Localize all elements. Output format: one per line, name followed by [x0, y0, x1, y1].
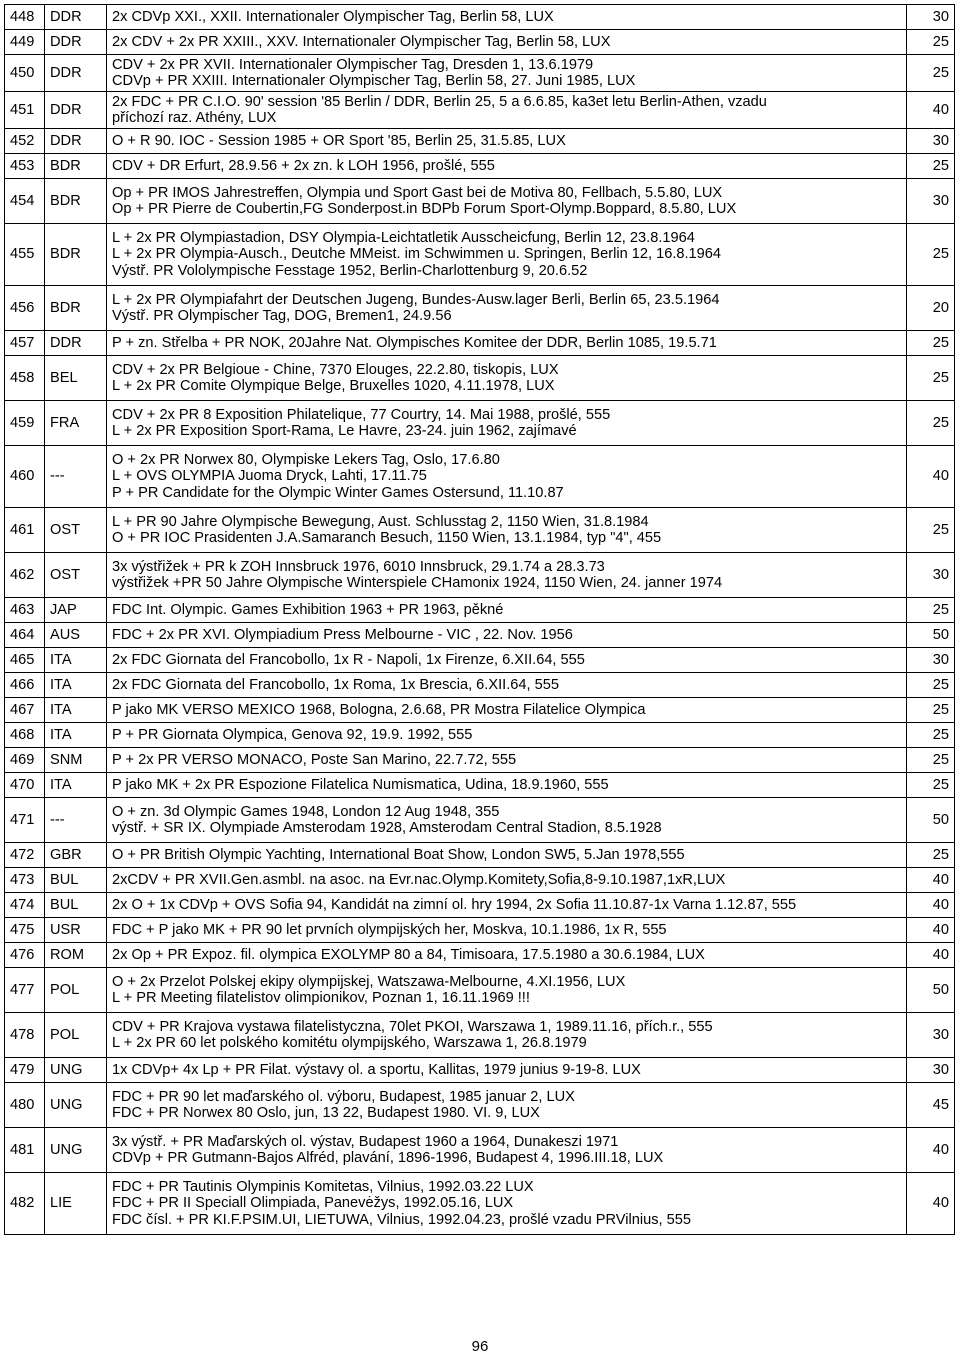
lot-price: 30: [907, 179, 955, 224]
lot-description: [107, 331, 907, 356]
description-line: O + PR British Olympic Yachting, International Boat Show, London SW5, 5.Jan 1978,555: [112, 846, 685, 863]
lot-row: [5, 55, 955, 92]
lot-row: [5, 286, 955, 331]
country-code: BDR: [45, 286, 107, 331]
country-code: DDR: [45, 129, 107, 154]
country-code: ITA: [45, 773, 107, 798]
lot-row: [5, 698, 955, 723]
catalog-rows: [5, 5, 955, 1235]
country-code: ITA: [45, 648, 107, 673]
lot-number: 465: [5, 648, 45, 673]
lot-price: 25: [907, 748, 955, 773]
lot-price: 40: [907, 943, 955, 968]
description-line: příchozí raz. Athény, LUX: [112, 110, 277, 126]
country-code: ITA: [45, 698, 107, 723]
lot-price: 40: [907, 868, 955, 893]
lot-description: [107, 154, 907, 179]
description-line: L + 2x PR Olympiastadion, DSY Olympia-Leichtatletik Ausscheicfung, Berlin 12, 23.8.1964: [112, 229, 695, 246]
country-code: JAP: [45, 598, 107, 623]
lot-description: [107, 179, 907, 224]
description-line: L + 2x PR Olympiafahrt der Deutschen Jugeng, Bundes-Ausw.lager Berli, Berlin 65, 23.5.1964: [112, 291, 720, 308]
lot-row: [5, 943, 955, 968]
lot-description: [107, 843, 907, 868]
lot-description: [107, 748, 907, 773]
lot-number: 458: [5, 356, 45, 401]
country-code: ROM: [45, 943, 107, 968]
lot-description: [107, 893, 907, 918]
description-line: FDC Int. Olympic. Games Exhibition 1963 + PR 1963, pěkné: [112, 601, 504, 618]
lot-price: 40: [907, 92, 955, 129]
lot-price: 25: [907, 356, 955, 401]
country-code: USR: [45, 918, 107, 943]
description-line: CDV + 2x PR XVII. Internationaler Olympischer Tag, Dresden 1, 13.6.1979: [112, 56, 594, 73]
lot-row: [5, 331, 955, 356]
description-line: 2x Op + PR Expoz. fil. olympica EXOLYMP 80 a 84, Timisoara, 17.5.1980 a 30.6.1984, LUX: [112, 946, 705, 963]
lot-number: 470: [5, 773, 45, 798]
description-line: FDC + PR II Speciall Olimpiada, Panevėžys, 1992.05.16, LUX: [112, 1195, 514, 1212]
lot-row: [5, 868, 955, 893]
lot-price: 40: [907, 1128, 955, 1173]
country-code: UNG: [45, 1083, 107, 1128]
description-line: P jako MK VERSO MEXICO 1968, Bologna, 2.6.68, PR Mostra Filatelice Olympica: [112, 701, 646, 718]
description-line: FDC + PR Tautinis Olympinis Komitetas, Vilnius, 1992.03.22 LUX: [112, 1178, 534, 1195]
lot-number: 454: [5, 179, 45, 224]
country-code: ---: [45, 798, 107, 843]
country-code: FRA: [45, 401, 107, 446]
description-line: P + 2x PR VERSO MONACO, Poste San Marino, 22.7.72, 555: [112, 751, 517, 768]
lot-row: [5, 224, 955, 286]
catalog-table: [4, 4, 955, 1235]
lot-row: [5, 968, 955, 1013]
description-line: FDC + PR 90 let maďarského ol. výboru, Budapest, 1985 januar 2, LUX: [112, 1088, 575, 1105]
lot-price: 30: [907, 553, 955, 598]
lot-description: [107, 286, 907, 331]
lot-row: [5, 154, 955, 179]
lot-number: 450: [5, 55, 45, 92]
country-code: ---: [45, 446, 107, 508]
lot-price: 50: [907, 968, 955, 1013]
country-code: DDR: [45, 92, 107, 129]
description-line: O + 2x Przelot Polskej ekipy olympijskej, Watszawa-Melbourne, 4.XI.1956, LUX: [112, 973, 626, 990]
description-line: Op + PR IMOS Jahrestreffen, Olympia und Sport Gast bei de Motiva 80, Fellbach, 5.5.80, LUX: [112, 184, 723, 201]
lot-description: [107, 508, 907, 553]
lot-description: [107, 30, 907, 55]
description-line: L + 2x PR Exposition Sport-Rama, Le Havre, 23-24. juin 1962, zajímavé: [112, 423, 577, 439]
description-line: CDV + 2x PR 8 Exposition Philatelique, 77 Courtry, 14. Mai 1988, prošlé, 555: [112, 406, 611, 423]
lot-number: 480: [5, 1083, 45, 1128]
lot-price: 25: [907, 30, 955, 55]
page-number: 96: [471, 1338, 489, 1355]
lot-number: 462: [5, 553, 45, 598]
country-code: OST: [45, 508, 107, 553]
lot-number: 464: [5, 623, 45, 648]
lot-price: 40: [907, 893, 955, 918]
description-line: 2x CDV + 2x PR XXIII., XXV. Internationaler Olympischer Tag, Berlin 58, LUX: [112, 33, 611, 50]
country-code: DDR: [45, 5, 107, 30]
lot-description: [107, 798, 907, 843]
lot-price: 25: [907, 698, 955, 723]
lot-number: 449: [5, 30, 45, 55]
lot-description: [107, 968, 907, 1013]
country-code: BEL: [45, 356, 107, 401]
lot-description: [107, 5, 907, 30]
lot-row: [5, 1173, 955, 1235]
description-line: 3x výstřižek + PR k ZOH Innsbruck 1976, 6010 Innsbruck, 29.1.74 a 28.3.73: [112, 558, 605, 575]
lot-number: 453: [5, 154, 45, 179]
description-line: výstř. + SR IX. Olympiade Amsterodam 1928, Amsterodam Central Stadion, 8.5.1928: [112, 820, 662, 836]
lot-price: 25: [907, 673, 955, 698]
lot-price: 25: [907, 598, 955, 623]
description-line: L + PR 90 Jahre Olympische Bewegung, Aust. Schlusstag 2, 1150 Wien, 31.8.1984: [112, 513, 649, 530]
lot-row: [5, 1058, 955, 1083]
description-line: FDC + 2x PR XVI. Olympiadium Press Melbourne - VIC , 22. Nov. 1956: [112, 626, 573, 643]
lot-row: [5, 5, 955, 30]
lot-price: 25: [907, 401, 955, 446]
lot-number: 448: [5, 5, 45, 30]
lot-description: [107, 1173, 907, 1235]
description-line: výstřižek +PR 50 Jahre Olympische Winterspiele CHamonix 1924, 1150 Wien, 24. janner 1974: [112, 575, 723, 591]
lot-number: 451: [5, 92, 45, 129]
lot-number: 452: [5, 129, 45, 154]
country-code: ITA: [45, 673, 107, 698]
lot-number: 466: [5, 673, 45, 698]
lot-price: 30: [907, 1013, 955, 1058]
lot-price: 25: [907, 331, 955, 356]
lot-row: [5, 553, 955, 598]
lot-price: 25: [907, 224, 955, 286]
description-line: Op + PR Pierre de Coubertin,FG Sonderpost.in BDPb Forum Sport-Olymp.Boppard, 8.5.80, LUX: [112, 201, 737, 217]
description-line: CDV + DR Erfurt, 28.9.56 + 2x zn. k LOH 1956, prošlé, 555: [112, 157, 495, 174]
lot-description: [107, 55, 907, 92]
lot-price: 25: [907, 154, 955, 179]
lot-description: [107, 723, 907, 748]
lot-number: 472: [5, 843, 45, 868]
lot-number: 476: [5, 943, 45, 968]
lot-price: 50: [907, 623, 955, 648]
lot-description: [107, 943, 907, 968]
country-code: BDR: [45, 224, 107, 286]
lot-description: [107, 598, 907, 623]
lot-number: 477: [5, 968, 45, 1013]
country-code: DDR: [45, 331, 107, 356]
country-code: SNM: [45, 748, 107, 773]
lot-description: [107, 773, 907, 798]
description-line: O + 2x PR Norwex 80, Olympiske Lekers Tag, Oslo, 17.6.80: [112, 451, 500, 468]
country-code: AUS: [45, 623, 107, 648]
description-line: P + PR Giornata Olympica, Genova 92, 19.9. 1992, 555: [112, 726, 473, 743]
lot-description: [107, 623, 907, 648]
description-line: Výstř. PR Vololympische Fesstage 1952, Berlin-Charlottenburg 9, 20.6.52: [112, 262, 588, 279]
description-line: 2x CDVp XXI., XXII. Internationaler Olympischer Tag, Berlin 58, LUX: [112, 8, 554, 25]
description-line: L + PR Meeting filatelistov olimpionikov, Poznan 1, 16.11.1969 !!!: [112, 990, 530, 1006]
lot-row: [5, 598, 955, 623]
lot-row: [5, 748, 955, 773]
description-line: CDVp + PR XXIII. Internationaler Olympischer Tag, Berlin 58, 27. Juni 1985, LUX: [112, 73, 636, 89]
lot-price: 30: [907, 1058, 955, 1083]
lot-description: [107, 868, 907, 893]
description-line: L + OVS OLYMPIA Juoma Dryck, Lahti, 17.11.75: [112, 468, 427, 485]
description-line: CDV + PR Krajova vystawa filatelistyczna, 70let PKOI, Warszawa 1, 1989.11.16, přích.r., 555: [112, 1018, 713, 1035]
description-line: O + PR IOC Prasidenten J.A.Samaranch Besuch, 1150 Wien, 13.1.1984, typ "4", 455: [112, 530, 662, 546]
lot-price: 20: [907, 286, 955, 331]
lot-price: 40: [907, 918, 955, 943]
lot-number: 457: [5, 331, 45, 356]
description-line: P + zn. Střelba + PR NOK, 20Jahre Nat. Olympisches Komitee der DDR, Berlin 1085, 19.5.71: [112, 334, 717, 351]
lot-row: [5, 508, 955, 553]
lot-description: [107, 553, 907, 598]
lot-number: 469: [5, 748, 45, 773]
lot-price: 25: [907, 508, 955, 553]
lot-number: 478: [5, 1013, 45, 1058]
description-line: L + 2x PR 60 let polského komitétu olympijského, Warszawa 1, 26.8.1979: [112, 1035, 587, 1051]
lot-price: 25: [907, 723, 955, 748]
lot-number: 474: [5, 893, 45, 918]
lot-row: [5, 893, 955, 918]
description-line: P + PR Candidate for the Olympic Winter Games Ostersund, 11.10.87: [112, 484, 564, 501]
lot-price: 30: [907, 129, 955, 154]
lot-row: [5, 1128, 955, 1173]
country-code: BDR: [45, 154, 107, 179]
description-line: CDV + 2x PR Belgioue - Chine, 7370 Elouges, 22.2.80, tiskopis, LUX: [112, 361, 559, 378]
description-line: FDC čísl. + PR KI.F.PSIM.UI, LIETUWA, Vilnius, 1992.04.23, prošlé vzadu PRVilnius, 555: [112, 1211, 691, 1228]
description-line: 2x FDC Giornata del Francobollo, 1x Roma, 1x Brescia, 6.XII.64, 555: [112, 676, 559, 693]
lot-row: [5, 918, 955, 943]
country-code: GBR: [45, 843, 107, 868]
country-code: POL: [45, 1013, 107, 1058]
lot-row: [5, 648, 955, 673]
lot-description: [107, 129, 907, 154]
lot-number: 455: [5, 224, 45, 286]
lot-price: 40: [907, 1173, 955, 1235]
description-line: O + zn. 3d Olympic Games 1948, London 12 Aug 1948, 355: [112, 803, 500, 820]
lot-description: [107, 673, 907, 698]
description-line: 2x FDC Giornata del Francobollo, 1x R - Napoli, 1x Firenze, 6.XII.64, 555: [112, 651, 585, 668]
lot-description: [107, 1128, 907, 1173]
lot-row: [5, 673, 955, 698]
lot-row: [5, 356, 955, 401]
country-code: DDR: [45, 30, 107, 55]
lot-description: [107, 1013, 907, 1058]
country-code: UNG: [45, 1128, 107, 1173]
lot-row: [5, 773, 955, 798]
lot-row: [5, 30, 955, 55]
lot-number: 467: [5, 698, 45, 723]
country-code: LIE: [45, 1173, 107, 1235]
lot-number: 456: [5, 286, 45, 331]
lot-row: [5, 446, 955, 508]
lot-price: 25: [907, 773, 955, 798]
lot-number: 479: [5, 1058, 45, 1083]
lot-row: [5, 1013, 955, 1058]
description-line: FDC + PR Norwex 80 Oslo, jun, 13 22, Budapest 1980. VI. 9, LUX: [112, 1105, 540, 1121]
country-code: OST: [45, 553, 107, 598]
description-line: Výstř. PR Olympischer Tag, DOG, Bremen1, 24.9.56: [112, 308, 452, 324]
lot-row: [5, 401, 955, 446]
description-line: L + 2x PR Olympia-Ausch., Deutche MMeist. im Schwimmen u. Springen, Berlin 12, 16.8.1964: [112, 246, 722, 263]
lot-description: [107, 918, 907, 943]
lot-row: [5, 179, 955, 224]
lot-price: 30: [907, 5, 955, 30]
lot-description: [107, 648, 907, 673]
lot-description: [107, 224, 907, 286]
description-line: 3x výstř. + PR Maďarských ol. výstav, Budapest 1960 a 1964, Dunakeszi 1971: [112, 1133, 619, 1150]
lot-number: 482: [5, 1173, 45, 1235]
country-code: BDR: [45, 179, 107, 224]
lot-number: 460: [5, 446, 45, 508]
lot-price: 40: [907, 446, 955, 508]
lot-number: 471: [5, 798, 45, 843]
lot-price: 45: [907, 1083, 955, 1128]
country-code: DDR: [45, 55, 107, 92]
lot-description: [107, 446, 907, 508]
lot-row: [5, 1083, 955, 1128]
country-code: UNG: [45, 1058, 107, 1083]
lot-description: [107, 401, 907, 446]
lot-row: [5, 92, 955, 129]
country-code: ITA: [45, 723, 107, 748]
lot-row: [5, 843, 955, 868]
lot-row: [5, 623, 955, 648]
lot-price: 50: [907, 798, 955, 843]
country-code: POL: [45, 968, 107, 1013]
description-line: O + R 90. IOC - Session 1985 + OR Sport '85, Berlin 25, 31.5.85, LUX: [112, 132, 566, 149]
lot-description: [107, 1083, 907, 1128]
description-line: L + 2x PR Comite Olympique Belge, Bruxelles 1020, 4.11.1978, LUX: [112, 378, 555, 394]
lot-price: 30: [907, 648, 955, 673]
lot-price: 25: [907, 55, 955, 92]
lot-number: 461: [5, 508, 45, 553]
description-line: 2x O + 1x CDVp + OVS Sofia 94, Kandidát na zimní ol. hry 1994, 2x Sofia 11.10.87-1x Varna 1.12.87, 555: [112, 896, 797, 913]
lot-price: 25: [907, 843, 955, 868]
country-code: BUL: [45, 868, 107, 893]
description-line: P jako MK + 2x PR Espozione Filatelica Numismatica, Udina, 18.9.1960, 555: [112, 776, 609, 793]
lot-row: [5, 798, 955, 843]
lot-number: 475: [5, 918, 45, 943]
lot-description: [107, 92, 907, 129]
lot-row: [5, 723, 955, 748]
lot-description: [107, 698, 907, 723]
lot-row: [5, 129, 955, 154]
description-line: 2xCDV + PR XVII.Gen.asmbl. na asoc. na Evr.nac.Olymp.Komitety,Sofia,8-9.10.1987,1xR,LUX: [112, 871, 726, 888]
lot-description: [107, 1058, 907, 1083]
country-code: BUL: [45, 893, 107, 918]
description-line: 1x CDVp+ 4x Lp + PR Filat. výstavy ol. a sportu, Kallitas, 1979 junius 9-19-8. LUX: [112, 1061, 641, 1078]
description-line: FDC + P jako MK + PR 90 let prvních olympijských her, Moskva, 10.1.1986, 1x R, 555: [112, 921, 667, 938]
description-line: 2x FDC + PR C.I.O. 90' session '85 Berlin / DDR, Berlin 25, 5 a 6.6.85, ka3et letu Berlin-Athen, vzadu: [112, 93, 767, 110]
lot-number: 473: [5, 868, 45, 893]
lot-number: 459: [5, 401, 45, 446]
lot-description: [107, 356, 907, 401]
description-line: CDVp + PR Gutmann-Bajos Alfréd, plavání, 1896-1996, Budapest 4, 1996.III.18, LUX: [112, 1150, 664, 1166]
lot-number: 481: [5, 1128, 45, 1173]
lot-number: 463: [5, 598, 45, 623]
lot-number: 468: [5, 723, 45, 748]
